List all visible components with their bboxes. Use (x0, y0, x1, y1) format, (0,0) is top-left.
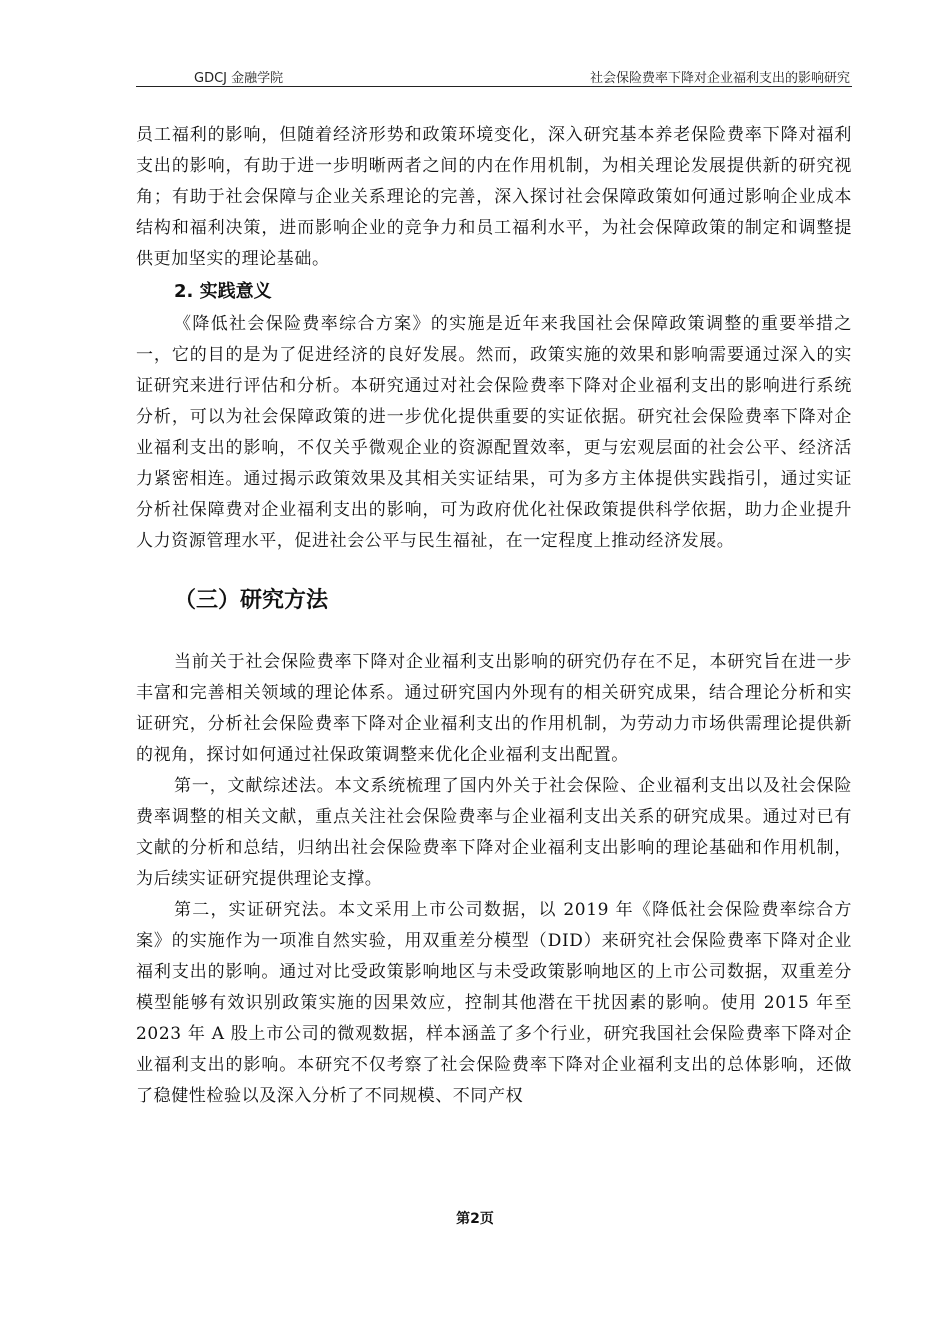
paragraph-literature-review: 第一，文献综述法。本文系统梳理了国内外关于社会保险、企业福利支出以及社会保险费率调整的相关文献，重点关注社会保险费率与企业福利支出关系的研究成果。通过对已有文献的分析和总结，归纳出社会保险费率下降对企业福利支出影响的理论基础和作用机制，为后续实证研究提供理论支撑。 (136, 776, 852, 889)
paragraph-empirical-method: 第二，实证研究法。本文采用上市公司数据，以 2019 年《降低社会保险费率综合方案》的实施作为一项准自然实验，用双重差分模型（DID）来研究社会保险费率下降对企业福利支出的影响。通过对比受政策影响地区与未受政策影响地区的上市公司数据，双重差分模型能够有效识别政策实施的因果效应，控制其他潜在干扰因素的影响。使用 2015 年至 2023 年 A 股上市公司的微观数据，样本涵盖了多个行业，研究我国社会保险费率下降对企业福利支出的影响。本研究不仅考察了社会保险费率下降对企业福利支出的总体影响，还做了稳健性检验以及深入分析了不同规模、不同产权 (136, 900, 852, 1106)
header-institution: GDCJ 金融学院 (194, 71, 284, 86)
page-number: 第2页 (456, 1211, 494, 1227)
subheading-practical-significance: 2. 实践意义 (174, 281, 272, 302)
page-body (136, 120, 852, 1112)
header-paper-title: 社会保险费率下降对企业福利支出的影响研究 (589, 71, 850, 86)
paragraph-practical-significance: 《降低社会保险费率综合方案》的实施是近年来我国社会保障政策调整的重要举措之一，它的目的是为了促进经济的良好发展。然而，政策实施的效果和影响需要通过深入的实证研究来进行评估和分析。本研究通过对社会保险费率下降对企业福利支出的影响进行系统分析，可以为社会保障政策的进一步优化提供重要的实证依据。研究社会保险费率下降对企业福利支出的影响，不仅关乎微观企业的资源配置效率，更与宏观层面的社会公平、经济活力紧密相连。通过揭示政策效果及其相关实证结果，可为多方主体提供实践指引，通过实证分析社保障费对企业福利支出的影响，可为政府优化社保政策提供科学依据，助力企业提升人力资源管理水平，促进社会公平与民生福祉，在一定程度上推动经济发展。 (136, 314, 852, 551)
paragraph-methods-intro: 当前关于社会保险费率下降对企业福利支出影响的研究仍存在不足，本研究旨在进一步丰富和完善相关领域的理论体系。通过研究国内外现有的相关研究成果，结合理论分析和实证研究，分析社会保险费率下降对企业福利支出的作用机制，为劳动力市场供需理论提供新的视角，探讨如何通过社保政策调整来优化企业福利支出配置。 (136, 652, 852, 765)
section-heading-research-methods: （三）研究方法 (174, 588, 329, 613)
running-header (136, 64, 852, 86)
paragraph-theoretical-significance: 员工福利的影响，但随着经济形势和政策环境变化，深入研究基本养老保险费率下降对福利支出的影响，有助于进一步明晰两者之间的内在作用机制，为相关理论发展提供新的研究视角；有助于社会保障与企业关系理论的完善，深入探讨社会保障政策如何通过影响企业成本结构和福利决策，进而影响企业的竞争力和员工福利水平，为社会保障政策的制定和调整提供更加坚实的理论基础。 (136, 125, 852, 269)
header-divider (136, 86, 852, 87)
